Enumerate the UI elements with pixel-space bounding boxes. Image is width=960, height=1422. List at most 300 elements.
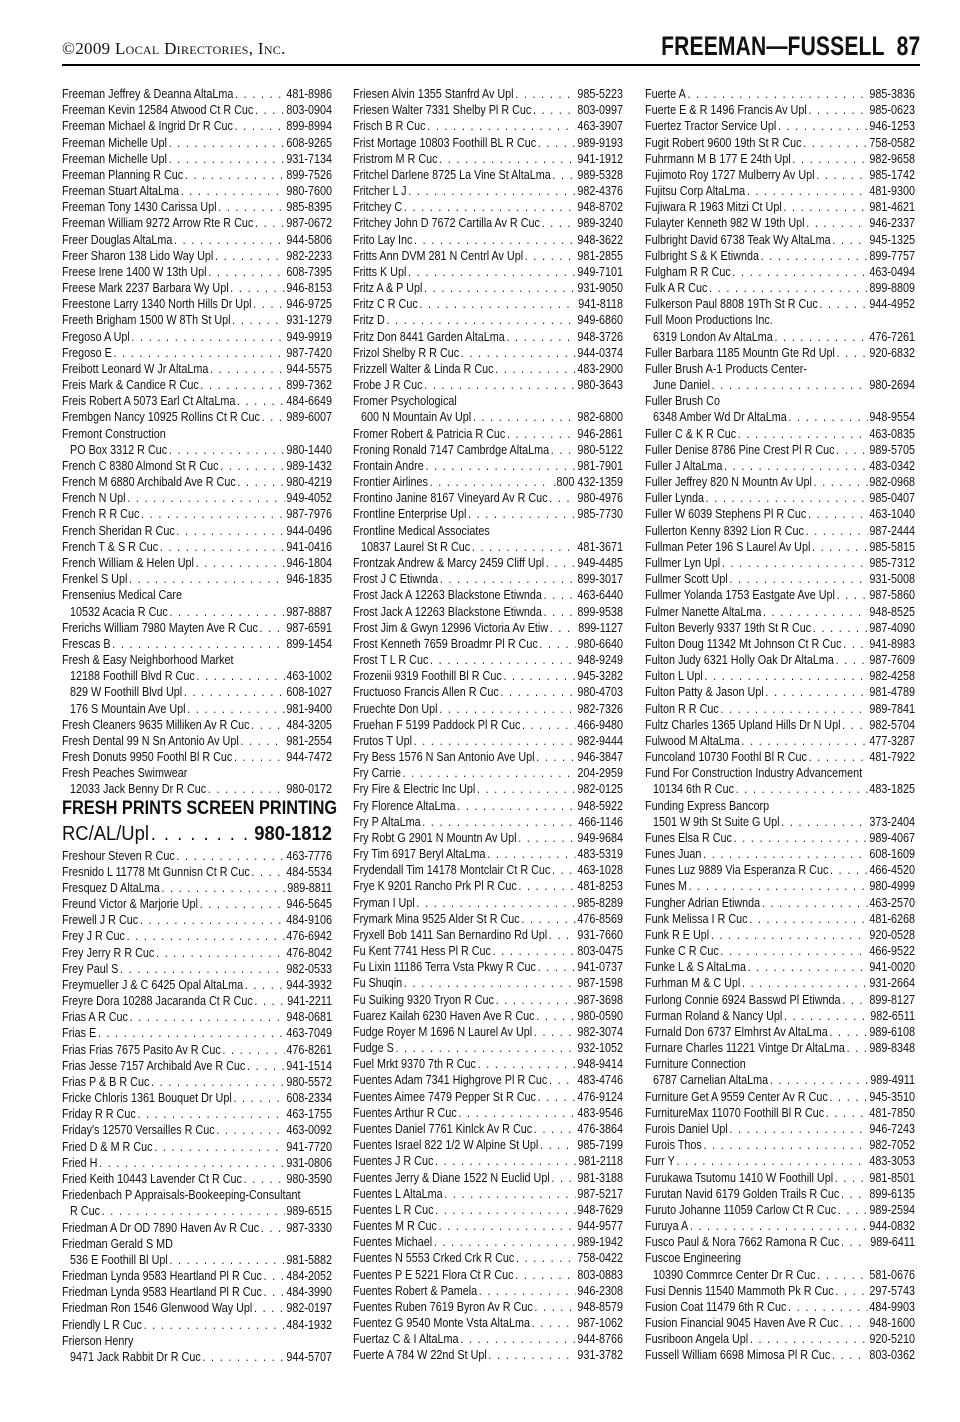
leader-dots — [516, 1250, 576, 1266]
listing-name: Fresh Cleaners 9635 Milliken Av R Cuc — [62, 716, 250, 732]
leader-dots — [102, 1203, 285, 1219]
listing-entry — [645, 232, 915, 248]
listing-phone: 373-2404 — [869, 813, 915, 829]
listing-phone: 946-5645 — [286, 896, 332, 912]
listing-phone: 899-7526 — [286, 166, 332, 182]
listing-entry — [645, 765, 915, 781]
listing-entry — [353, 232, 623, 248]
leader-dots — [533, 102, 576, 118]
listing-name: Frontier Airlines — [353, 474, 428, 490]
listing-name: French William & Helen Upl — [62, 554, 194, 570]
listing-name: 10134 6th R Cuc — [653, 781, 734, 797]
listing-entry — [62, 523, 332, 539]
leader-dots — [830, 862, 868, 878]
listing-name: Fresh Dental 99 N Sn Antonio Av Upl — [62, 732, 239, 748]
listing-name: 176 S Mountain Ave Upl — [70, 700, 186, 716]
listing-name: Fuller J AltaLma — [645, 457, 723, 473]
listing-phone: 483-9546 — [577, 1104, 623, 1120]
listing-phone: 982-4376 — [577, 183, 623, 199]
listing-name: Fritz D — [353, 312, 385, 328]
listing-entry — [645, 878, 915, 894]
listing-phone: 945-1325 — [869, 231, 915, 247]
listing-entry — [62, 474, 332, 490]
listing-name: Fulgham R R Cuc — [645, 263, 731, 279]
listing-phone: 483-2900 — [577, 360, 623, 376]
listing-phone: 987-3698 — [577, 991, 623, 1007]
listing-name: Fuller C & K R Cuc — [645, 425, 737, 441]
listing-name: French T & S R Cuc — [62, 538, 159, 554]
listing-name: Fuller Denise 8786 Pine Crest Pl R Cuc — [645, 441, 835, 457]
listing-phone: 981-4789 — [869, 684, 915, 700]
listing-phone: .800 432-1359 — [553, 474, 623, 490]
listing-name: Funk R E Upl — [645, 926, 710, 942]
listing-name: Fricke Chloris 1361 Bouquet Dr Upl — [62, 1090, 232, 1106]
listing-entry — [62, 345, 332, 361]
leader-dots — [762, 895, 868, 911]
listing-phone: 899-8994 — [286, 118, 332, 134]
publisher-credit: ©2009 Local Directories, Inc. — [62, 39, 286, 58]
listing-name: Fujimoto Roy 1727 Mulberry Av Upl — [645, 166, 815, 182]
leader-dots — [430, 474, 552, 490]
listing-name: Frymark Mina 9525 Alder St R Cuc — [353, 910, 520, 926]
leader-dots — [761, 248, 868, 264]
listing-entry — [62, 426, 332, 442]
listing-name: Fultz Charles 1365 Upland Hills Dr N Upl — [645, 716, 841, 732]
listing-phone: 932-1052 — [577, 1040, 623, 1056]
listing-name: Fritz Don 8441 Garden AltaLma — [353, 328, 505, 344]
header-rule — [62, 64, 920, 66]
listing-name: French N Upl — [62, 490, 126, 506]
listing-name: Fritts Ann DVM 281 N Centrl Av Upl — [353, 247, 524, 263]
listing-phone: 466-9480 — [577, 716, 623, 732]
listing-entry — [353, 1137, 623, 1153]
listing-entry — [62, 604, 332, 620]
listing-phone: 987-1598 — [577, 975, 623, 991]
leader-dots — [129, 571, 285, 587]
listing-entry — [62, 977, 332, 993]
listing-entry — [62, 135, 332, 151]
leader-dots — [724, 458, 868, 474]
listing-name: Freer Sharon 138 Lido Way Upl — [62, 247, 214, 263]
listing-name: Fuertez Tractor Service Upl — [645, 118, 777, 134]
listing-phone: 982-3074 — [577, 1023, 623, 1039]
listing-name: Fresnido L 11778 Mt Gunnisn Ct R Cuc — [62, 863, 250, 879]
leader-dots — [196, 555, 285, 571]
leader-dots — [500, 684, 575, 700]
listing-phone: 463-2570 — [869, 894, 915, 910]
listing-entry — [62, 1317, 332, 1333]
listing-entry — [645, 280, 915, 296]
listing-entry — [353, 539, 623, 555]
listing-name: Fryman I Upl — [353, 894, 415, 910]
listing-phone: 989-1432 — [286, 457, 332, 473]
listing-entry — [62, 296, 332, 312]
listing-phone: 985-5815 — [869, 538, 915, 554]
leader-dots — [540, 1137, 576, 1153]
listing-name: 9471 Jack Rabbit Dr R Cuc — [70, 1348, 201, 1364]
listing-name: Fuentes L AltaLma — [353, 1185, 443, 1201]
listing-entry — [62, 248, 332, 264]
listing-entry — [62, 652, 332, 668]
listing-phone: 484-2052 — [286, 1268, 332, 1284]
listing-entry — [62, 928, 332, 944]
leader-dots — [244, 1171, 285, 1187]
listing-phone: 982-2233 — [286, 247, 332, 263]
listing-entry — [353, 620, 623, 636]
listing-entry — [645, 862, 915, 878]
listing-name: Fromer Robert & Patricia R Cuc — [353, 425, 506, 441]
listing-entry — [645, 733, 915, 749]
listing-entry — [645, 846, 915, 862]
listing-phone: 980-5572 — [286, 1073, 332, 1089]
leader-dots — [113, 345, 284, 361]
leader-dots — [515, 86, 576, 102]
listing-phone: 989-2594 — [869, 1201, 915, 1217]
listing-phone: 989-3240 — [577, 215, 623, 231]
listing-name: Furois Daniel Upl — [645, 1121, 728, 1136]
leader-dots — [841, 1234, 869, 1250]
listing-name: Fuerte A 784 W 22nd St Upl — [353, 1347, 487, 1363]
listing-name: 600 N Mountain Av Upl — [361, 409, 472, 425]
listing-phone: 803-0475 — [577, 943, 623, 959]
listing-entry — [353, 604, 623, 620]
listing-name: Fulayter Kenneth 982 W 19th Upl — [645, 215, 805, 231]
listing-phone: 481-8253 — [577, 878, 623, 894]
listing-entry — [645, 458, 915, 474]
leader-dots — [689, 878, 868, 894]
listing-phone: 581-0676 — [869, 1266, 915, 1282]
listing-entry — [62, 1122, 332, 1138]
leader-dots — [254, 993, 285, 1009]
leader-dots — [814, 474, 868, 490]
listing-phone: 948-9414 — [577, 1056, 623, 1072]
listing-entry — [645, 118, 915, 134]
listing-entry — [645, 442, 915, 458]
listing-name: Freer Douglas AltaLma — [62, 231, 173, 247]
leader-dots — [414, 733, 576, 749]
listing-entry — [62, 118, 332, 134]
listing-phone: 899-1454 — [286, 635, 332, 651]
listing-name: Furman Roland & Nancy Upl — [645, 1007, 783, 1023]
listing-phone: 946-8153 — [286, 280, 332, 296]
listing-entry — [645, 199, 915, 215]
listing-entry — [62, 442, 332, 458]
leader-dots — [806, 215, 868, 231]
listing-phone: 949-4485 — [577, 554, 623, 570]
listing-phone: 483-5319 — [577, 846, 623, 862]
listing-name: Fryxell Bob 1411 San Bernardino Rd Upl — [353, 926, 548, 942]
leader-dots — [534, 1121, 576, 1137]
listing-entry — [353, 1089, 623, 1105]
leader-dots — [404, 199, 576, 215]
listing-entry — [645, 215, 915, 231]
listing-phone: 476-8569 — [577, 910, 623, 926]
listing-entry — [645, 1283, 915, 1299]
listing-name: Full Moon Productions Inc. — [645, 312, 773, 328]
listing-phone: 987-3330 — [286, 1219, 332, 1235]
listing-entry — [353, 167, 623, 183]
listing-phone: 989-8348 — [869, 1040, 915, 1056]
listing-name: Fry P AltaLma — [353, 813, 421, 829]
listing-entry — [353, 102, 623, 118]
listing-entry — [353, 1347, 623, 1363]
listing-name: Furuto Johanne 11059 Carlow Ct R Cuc — [645, 1201, 837, 1217]
leader-dots — [424, 280, 576, 296]
leader-dots — [232, 312, 285, 328]
listing-entry — [62, 1090, 332, 1106]
page-header — [62, 22, 920, 62]
leader-dots — [185, 167, 285, 183]
listing-name: Fresquez D AltaLma — [62, 879, 160, 895]
listing-entry — [353, 199, 623, 215]
listing-phone: 982-5704 — [869, 716, 915, 732]
listing-entry — [645, 1024, 915, 1040]
listing-entry — [645, 652, 915, 668]
listing-name: Fuentes Daniel 7761 Kinlck Av R Cuc — [353, 1121, 533, 1136]
listing-phone: 982-9658 — [869, 150, 915, 166]
leader-dots — [260, 620, 285, 636]
listing-phone: 982-7052 — [869, 1137, 915, 1153]
listing-entry — [62, 1042, 332, 1058]
listing-phone: 920-0528 — [869, 926, 915, 942]
listing-entry — [353, 571, 623, 587]
listing-phone: 989-6411 — [870, 1234, 915, 1250]
listing-phone: 758-0422 — [577, 1250, 623, 1266]
leader-dots — [414, 232, 576, 248]
listing-entry — [645, 506, 915, 522]
listing-name: Furniture Get A 9559 Center Av R Cuc — [645, 1088, 828, 1104]
listing-entry — [645, 927, 915, 943]
listing-phone: 987-7609 — [869, 652, 915, 668]
listing-entry — [645, 345, 915, 361]
listing-entry — [645, 814, 915, 830]
listing-entry — [645, 1137, 915, 1153]
leader-dots — [251, 717, 285, 733]
listing-name: Frias A R Cuc — [62, 1009, 128, 1025]
leader-dots — [817, 1267, 868, 1283]
listing-entry — [645, 1315, 915, 1331]
leader-dots — [550, 620, 577, 636]
listing-entry — [62, 1058, 332, 1074]
listing-name: Freeman Stuart AltaLma — [62, 183, 179, 199]
listing-name: Fuentes Jerry & Diane 1522 N Euclid Upl — [353, 1169, 550, 1185]
listing-name: Fullmer Yolanda 1753 Eastgate Ave Upl — [645, 587, 835, 603]
listing-entry — [62, 1252, 332, 1268]
listing-phone: 985-8395 — [286, 199, 332, 215]
listing-phone: 483-4746 — [577, 1072, 623, 1088]
listing-name: Fulkerson Paul 8808 19Th St R Cuc — [645, 296, 818, 312]
listing-name: Funes Juan — [645, 846, 702, 862]
listing-phone: 608-2334 — [286, 1090, 332, 1106]
listing-name: Fund For Construction Industry Advancement — [645, 765, 863, 781]
listing-phone: 981-8501 — [869, 1169, 915, 1185]
listing-phone: 477-3287 — [869, 732, 915, 748]
listing-phone: 980-4219 — [286, 474, 332, 490]
leader-dots — [161, 880, 285, 896]
listing-name: Furois Thos — [645, 1137, 702, 1153]
listing-name: Fuller Brush A-1 Products Center- — [645, 360, 807, 376]
listing-entry — [353, 264, 623, 280]
listing-entry — [353, 86, 623, 102]
listing-phone: 931-9050 — [577, 280, 623, 296]
listing-entry — [645, 1170, 915, 1186]
listing-entry — [62, 864, 332, 880]
listing-name: Frontain Andre — [353, 457, 424, 473]
listing-phone: 980-7600 — [286, 183, 332, 199]
listing-entry — [645, 1040, 915, 1056]
listing-phone: 941-0020 — [869, 959, 915, 975]
listing-name: Friendly L R Cuc — [62, 1316, 142, 1332]
listing-entry — [62, 1187, 332, 1203]
listing-phone: 946-9725 — [286, 296, 332, 312]
listing-name: Frobe J R Cuc — [353, 377, 423, 393]
listing-name: Frey Jerry R R Cuc — [62, 944, 155, 960]
leader-dots — [184, 684, 285, 700]
listing-entry — [353, 1218, 623, 1234]
leader-dots — [404, 975, 576, 991]
listing-name: Frensenius Medical Care — [62, 587, 182, 603]
listing-entry — [645, 1072, 915, 1088]
listing-name: Fulton Judy 6321 Holly Oak Dr AltaLma — [645, 652, 834, 668]
leader-dots — [742, 975, 868, 991]
listing-name: Fugit Robert 9600 19th St R Cuc — [645, 134, 802, 150]
leader-dots — [836, 442, 868, 458]
listing-name: Fuentes Arthur R Cuc — [353, 1104, 457, 1120]
leader-dots — [237, 474, 284, 490]
listing-phone: 980-1440 — [286, 441, 332, 457]
leader-dots — [460, 1331, 576, 1347]
listing-phone: 899-8127 — [869, 991, 915, 1007]
leader-dots — [546, 555, 576, 571]
leader-dots — [218, 199, 285, 215]
leader-dots — [253, 296, 285, 312]
listing-entry — [645, 167, 915, 183]
leader-dots — [783, 199, 867, 215]
listing-name: Friedman Lynda 9583 Heartland Pl R Cuc — [62, 1284, 262, 1300]
leader-dots — [169, 442, 285, 458]
leader-dots — [255, 215, 285, 231]
listing-name: Frias Frias 7675 Pasito Av R Cuc — [62, 1041, 221, 1057]
listing-phone: 948-8525 — [869, 603, 915, 619]
listing-name: French Sheridan R Cuc — [62, 522, 175, 538]
listing-name: Fudge Royer M 1696 N Laurel Av Upl — [353, 1023, 533, 1039]
listing-entry — [645, 749, 915, 765]
listing-name: Fuscoe Engineering — [645, 1250, 741, 1266]
leader-dots — [551, 1170, 575, 1186]
listing-entry — [353, 1331, 623, 1347]
listing-phone: 463-0092 — [286, 1122, 332, 1138]
listing-phone: 481-3671 — [577, 538, 623, 554]
listing-entry — [353, 248, 623, 264]
listing-phone: 899-9538 — [577, 603, 623, 619]
listing-name: Fulbright S & K Etiwnda — [645, 247, 759, 263]
listing-entry — [645, 377, 915, 393]
listing-name: Frontline Enterprise Upl — [353, 506, 467, 522]
listing-entry — [62, 151, 332, 167]
listing-entry — [353, 1283, 623, 1299]
listing-entry — [62, 555, 332, 571]
leader-dots — [763, 604, 868, 620]
leader-dots — [706, 490, 868, 506]
listing-phone: 463-0494 — [869, 263, 915, 279]
listing-phone: 204-2959 — [577, 765, 623, 781]
listing-name: Funke L & S AltaLma — [645, 959, 746, 975]
page-range-title: FREEMAN—FUSSELL — [660, 31, 885, 61]
leader-dots — [770, 1072, 869, 1088]
leader-dots — [151, 820, 253, 848]
leader-dots — [440, 571, 576, 587]
listing-phone: 948-7629 — [577, 1201, 623, 1217]
listing-name: Fu Kent 7741 Hess Pl R Cuc — [353, 943, 491, 959]
listing-entry — [353, 1040, 623, 1056]
leader-dots — [187, 701, 284, 717]
listing-phone: 941-7720 — [286, 1138, 332, 1154]
listing-entry — [353, 992, 623, 1008]
listing-entry — [353, 717, 623, 733]
leader-dots — [478, 1056, 576, 1072]
listing-entry — [62, 701, 332, 717]
listing-name: Fritchey C — [353, 199, 403, 215]
listing-phone: 981-3188 — [577, 1169, 623, 1185]
leader-dots — [835, 1170, 868, 1186]
listing-headline — [62, 797, 338, 820]
listing-name: Freese Irene 1400 W 13th Upl — [62, 263, 207, 279]
listing-phone: 987-1062 — [577, 1315, 623, 1331]
listing-entry — [353, 701, 623, 717]
listing-phone: 946-2861 — [577, 425, 623, 441]
listing-phone: 944-4952 — [869, 296, 915, 312]
leader-dots — [127, 490, 285, 506]
listing-phone: 941-8983 — [869, 635, 915, 651]
listing-phone: 982-6800 — [577, 409, 623, 425]
listing-entry — [62, 1268, 332, 1284]
leader-dots — [154, 1139, 285, 1155]
listing-name: Furnare Charles 11221 Vintge Dr AltaLma — [645, 1040, 845, 1056]
leader-dots — [112, 636, 284, 652]
listing-entry — [353, 312, 623, 328]
listing-name: Furhman M & C Upl — [645, 975, 741, 991]
listing-phone: 985-0623 — [869, 102, 915, 118]
listing-entry — [62, 571, 332, 587]
listing-name: 1501 W 9th St Suite G Upl — [653, 813, 780, 829]
listing-entry — [353, 1121, 623, 1137]
leader-dots — [222, 1042, 284, 1058]
page-title — [661, 31, 920, 62]
listing-phone: 931-2664 — [869, 975, 915, 991]
listing-name: Furukawa Tsutomu 1410 W Foothill Upl — [645, 1169, 834, 1185]
leader-dots — [837, 587, 868, 603]
listing-phone: 948-3622 — [577, 231, 623, 247]
listing-name: Fullmer Scott Upl — [645, 571, 728, 587]
listing-phone: 989-6007 — [286, 409, 332, 425]
leader-dots — [245, 977, 285, 993]
leader-dots — [712, 377, 868, 393]
listing-name: Frias P & B R Cuc — [62, 1073, 150, 1089]
listing-phone: 981-2855 — [577, 247, 623, 263]
leader-dots — [506, 329, 575, 345]
listing-name: Fulmer Nanette AltaLma — [645, 603, 762, 619]
listing-name: Freeman Tony 1430 Carissa Upl — [62, 199, 217, 215]
listing-phone: 948-3726 — [577, 328, 623, 344]
listing-phone: 931-0806 — [286, 1154, 332, 1170]
leader-dots — [544, 587, 576, 603]
listing-phone: 985-7199 — [577, 1137, 623, 1153]
listing-name: Fuller Barbara 1185 Mountn Gte Rd Upl — [645, 344, 835, 360]
listing-name: Friesen Walter 7331 Shelby Pl R Cuc — [353, 102, 532, 118]
leader-dots — [538, 959, 576, 975]
leader-dots — [687, 86, 867, 102]
listing-column-3 — [645, 86, 915, 1364]
